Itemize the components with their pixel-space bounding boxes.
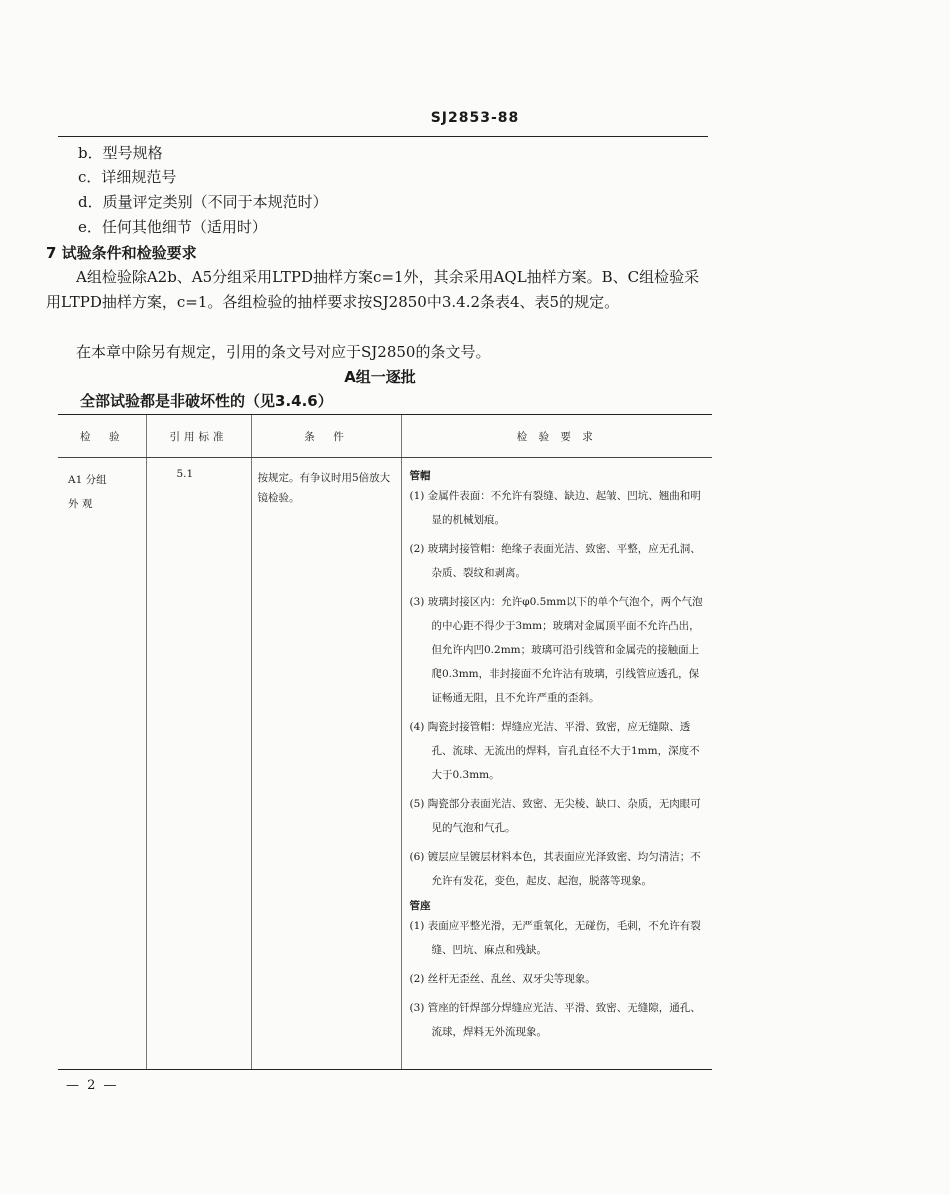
paragraph-references: 在本章中除另有规定，引用的条文号对应于SJ2850的条文号。 (76, 343, 491, 361)
list-item-d: d．质量评定类别（不同于本规范时） (78, 193, 328, 211)
cap-requirement-1: (1) 金属件表面：不允许有裂缝、缺边、起皱、凹坑、翘曲和明显的机械划痕。 (409, 490, 701, 526)
inspection-table (58, 414, 712, 1070)
list-item-b: b．型号规格 (78, 144, 163, 162)
paragraph-sampling: A组检验除A2b、A5分组采用LTPD抽样方案c=1外，其余采用AQL抽样方案。B、C组检验采用LTPD抽样方案，c=1。各组检验的抽样要求按SJ2850中3.4.2条表4、表5的规定。 (46, 268, 700, 311)
cap-requirement-2: (2) 玻璃封接管帽：绝缘子表面光洁、致密、平整，应无孔洞、杂质、裂纹和剥离。 (409, 543, 701, 579)
header-rule (58, 136, 708, 137)
base-title: 管座 (409, 900, 431, 912)
table-header-row (58, 415, 712, 458)
document-code: SJ2853-88 (430, 110, 520, 126)
cap-requirement-4: (4) 陶瓷封接管帽：焊缝应光洁、平滑、致密，应无缝隙、透孔、流球、无流出的焊料，盲孔直径不大于1mm，深度不大于0.3mm。 (409, 721, 700, 781)
section-title: 7 试验条件和检验要求 (46, 244, 197, 262)
table-row (58, 458, 712, 1070)
cap-title: 管帽 (409, 470, 431, 482)
list-item-e: e．任何其他细节（适用时） (78, 218, 267, 236)
base-requirement-1: (1) 表面应平整光滑，无严重氧化，无碰伤，毛刺，不允许有裂缝、凹坑、麻点和残缺。 (409, 920, 701, 956)
header-condition: 条 件 (251, 415, 401, 458)
group-title: A组一逐批 (344, 368, 416, 386)
header-inspection: 检 验 (58, 415, 146, 458)
cell-condition: 按规定。有争议时用5倍放大镜检验。 (251, 458, 401, 1070)
cell-standard: 5.1 (146, 458, 251, 1070)
base-requirement-2: (2) 丝杆无歪丝、乱丝、双牙尖等现象。 (409, 973, 596, 985)
inspection-item: 外 观 (68, 498, 93, 510)
page-number: — 2 — (66, 1078, 119, 1093)
inspection-group: A1 分组 (68, 474, 107, 486)
group-subtitle: 全部试验都是非破坏性的（见3.4.6） (80, 392, 333, 410)
cell-requirements (401, 458, 712, 1070)
list-item-c: c．详细规范号 (78, 168, 177, 186)
cell-inspection (58, 458, 146, 1070)
cap-requirement-3: (3) 玻璃封接区内：允许φ0.5mm以下的单个气泡个，两个气泡的中心距不得少于3mm；玻璃对金属顶平面不允许凸出，但允许内凹0.2mm；玻璃可沿引线管和金属壳的接触面上爬0.3mm，非封接面不允许沾有玻璃，引线管应透孔，保证畅通无阻，且不允许严重的歪斜。 (409, 596, 703, 704)
base-requirement-3: (3) 管座的钎焊部分焊缝应光洁、平滑、致密、无缝隙，通孔、流球，焊料无外流现象。 (409, 1002, 701, 1038)
cap-requirement-5: (5) 陶瓷部分表面光洁、致密、无尖棱、缺口、杂质，无肉眼可见的气泡和气孔。 (409, 798, 701, 834)
header-standard: 引用标准 (146, 415, 251, 458)
header-requirements: 检 验 要 求 (401, 415, 712, 458)
cap-requirement-6: (6) 镀层应呈镀层材料本色，其表面应光泽致密、均匀清洁；不允许有发花，变色，起皮、起泡，脱落等现象。 (409, 851, 701, 887)
